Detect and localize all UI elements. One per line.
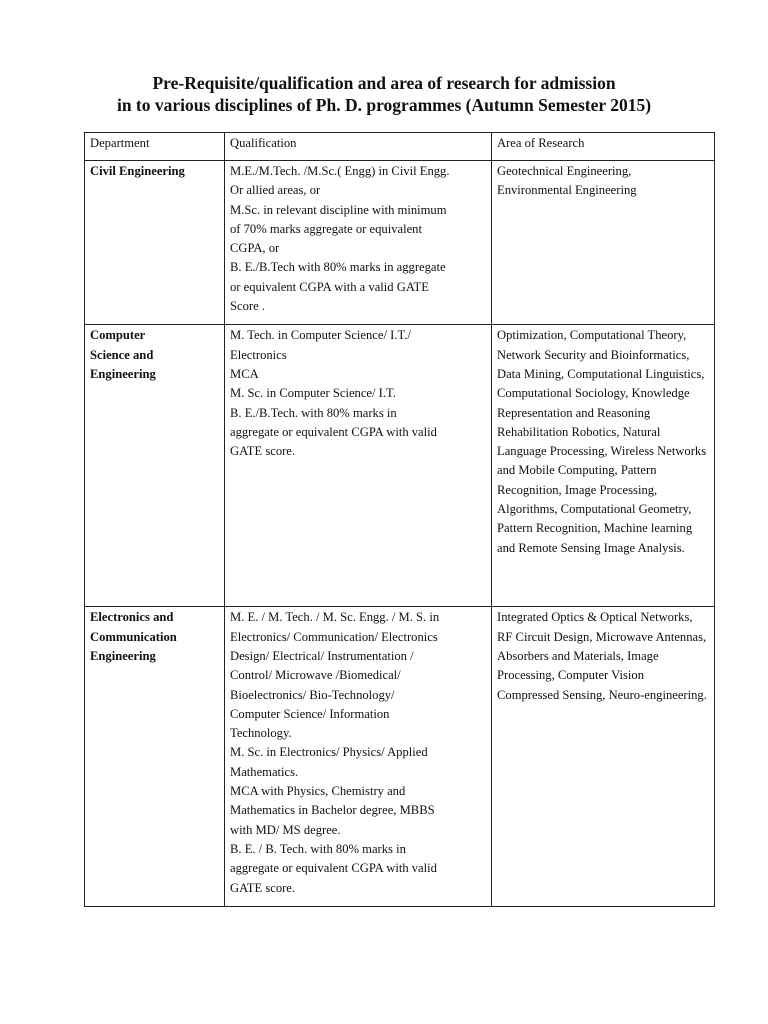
qualification-line: Control/ Microwave /Biomedical/	[230, 668, 401, 683]
department-line: Communication	[90, 629, 177, 644]
qualification-line: of 70% marks aggregate or equivalent	[230, 221, 422, 236]
area-of-research-cell: Geotechnical Engineering, Environmental Engineering	[492, 161, 715, 325]
qualification-line: M.E./M.Tech. /M.Sc.( Engg) in Civil Engg.	[230, 164, 450, 178]
area-of-research-cell: Integrated Optics & Optical Networks, RF Circuit Design, Microwave Antennas, Absorbers and Materials, Image Processing, Computer Vision Compressed Sensing, Neuro-engineering.	[492, 607, 715, 906]
qualification-line: M. Sc. in Electronics/ Physics/ Applied	[230, 745, 428, 760]
qualification-line: Or allied areas, or	[230, 183, 321, 198]
department-line: Engineering	[90, 648, 156, 663]
qualification-line: aggregate or equivalent CGPA with valid	[230, 861, 437, 876]
qualification-line: Score .	[230, 299, 265, 314]
qualification-line: Electronics	[230, 347, 287, 362]
qualification-line: Bioelectronics/ Bio-Technology/	[230, 687, 395, 702]
table-row	[85, 325, 715, 607]
header-qualification: Qualification	[225, 133, 492, 161]
department-line: Civil Engineering	[90, 164, 185, 178]
qualification-line: Mathematics in Bachelor degree, MBBS	[230, 803, 435, 818]
department-line: Engineering	[90, 366, 156, 381]
department-cell	[85, 607, 225, 906]
qualification-line: Technology.	[230, 726, 292, 741]
qualification-line: B. E./B.Tech. with 80% marks in	[230, 405, 397, 420]
qualification-line: M. Tech. in Computer Science/ I.T./	[230, 328, 411, 343]
title-line-1: Pre-Requisite/qualification and area of research for admission	[152, 73, 616, 93]
qualification-cell	[225, 607, 492, 906]
qualification-line: Mathematics.	[230, 764, 299, 779]
department-line: Science and	[90, 347, 154, 362]
qualification-line: CGPA, or	[230, 241, 280, 256]
qualification-line: with MD/ MS degree.	[230, 822, 341, 837]
qualification-line: B. E. / B. Tech. with 80% marks in	[230, 841, 406, 856]
qualification-line: Design/ Electrical/ Instrumentation /	[230, 648, 414, 663]
requirements-table	[84, 132, 715, 907]
qualification-line: GATE score.	[230, 444, 296, 459]
qualification-line: B. E./B.Tech with 80% marks in aggregate	[230, 260, 446, 275]
qualification-cell	[225, 161, 492, 325]
qualification-line: GATE score.	[230, 880, 296, 895]
qualification-line: or equivalent CGPA with a valid GATE	[230, 279, 429, 294]
qualification-line: MCA with Physics, Chemistry and	[230, 784, 406, 799]
table-row	[85, 607, 715, 906]
department-line: Computer	[90, 328, 146, 343]
qualification-line: MCA	[230, 366, 259, 381]
qualification-line: aggregate or equivalent CGPA with valid	[230, 424, 437, 439]
table-row	[85, 161, 715, 325]
department-line: Electronics and	[90, 610, 174, 625]
qualification-line: M.Sc. in relevant discipline with minimum	[230, 202, 447, 217]
title-line-2: in to various disciplines of Ph. D. programmes (Autumn Semester 2015)	[116, 95, 652, 115]
qualification-line: M. E. / M. Tech. / M. Sc. Engg. / M. S. in	[230, 610, 440, 625]
header-area-of-research: Area of Research	[492, 133, 715, 161]
department-cell	[85, 161, 225, 325]
qualification-line: Computer Science/ Information	[230, 706, 390, 721]
qualification-line: Electronics/ Communication/ Electronics	[230, 629, 438, 644]
qualification-cell	[225, 325, 492, 607]
document-title	[60, 72, 708, 116]
table-header-row	[85, 133, 715, 161]
qualification-line: M. Sc. in Computer Science/ I.T.	[230, 386, 396, 401]
area-of-research-cell: Optimization, Computational Theory, Network Security and Bioinformatics, Data Mining, Computational Linguistics, Computational Sociology, Knowledge Representation and Reasoning Rehabilitation Robotics, Natural Language Processing, Wireless Networks and Mobile Computing, Pattern Recognition, Image Processing, Algorithms, Computational Geometry, Pattern Recognition, Machine learning and Remote Sensing Image Analysis.	[492, 325, 715, 607]
header-department: Department	[85, 133, 225, 161]
department-cell	[85, 325, 225, 607]
